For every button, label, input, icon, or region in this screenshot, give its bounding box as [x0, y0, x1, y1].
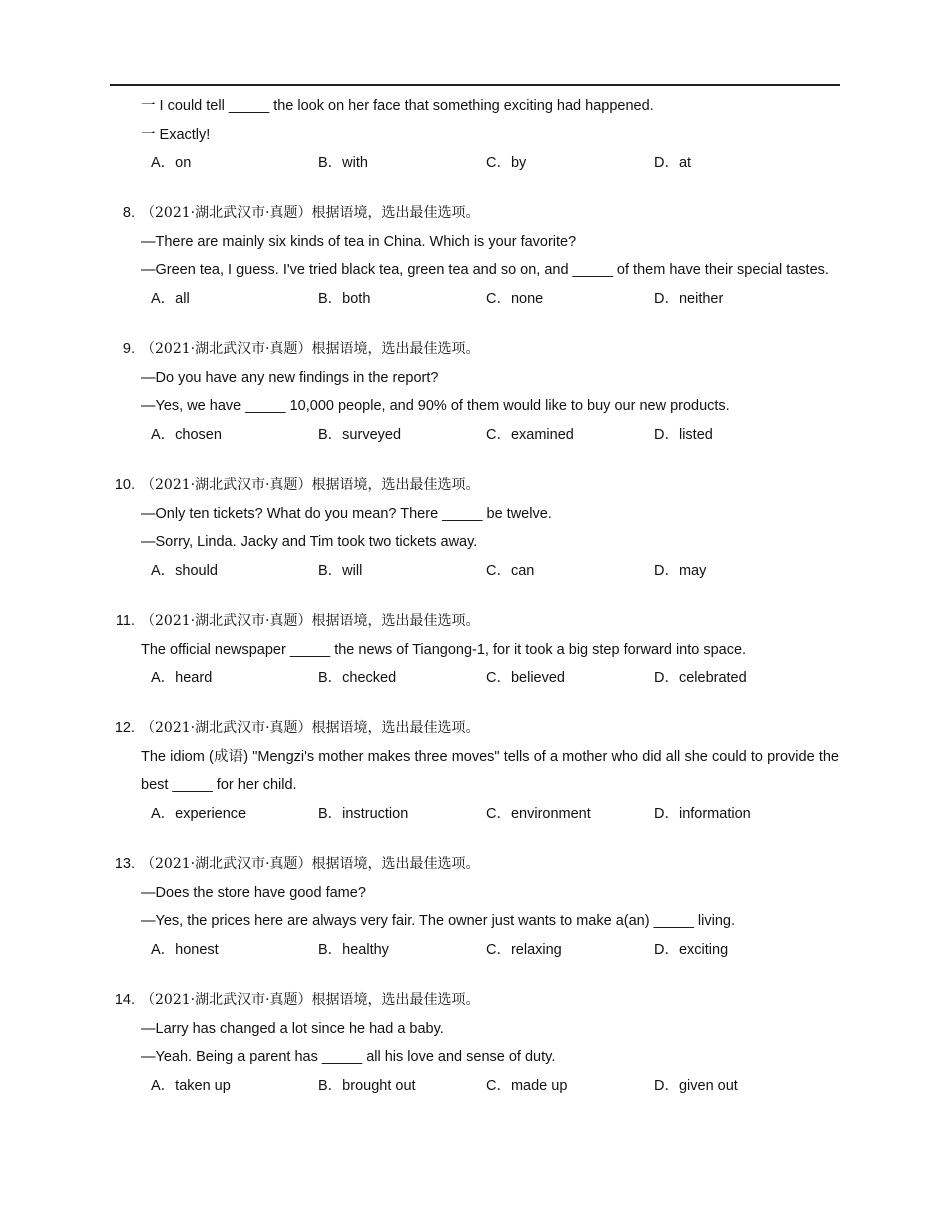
- question-8: [0, 199, 950, 313]
- question-line: —Only ten tickets? What do you mean? There _____ be twelve.: [141, 505, 552, 522]
- question-line: —Sorry, Linda. Jacky and Tim took two tickets away.: [141, 534, 478, 551]
- header-rule: [110, 84, 840, 86]
- question-line: —Green tea, I guess. I've tried black tea, green tea and so on, and _____ of them have their special tastes.: [141, 262, 829, 279]
- question-number: 8.: [122, 205, 135, 222]
- option-row: [0, 285, 950, 314]
- option-b[interactable]: B．with: [318, 155, 368, 172]
- option-a[interactable]: A．taken up: [151, 1077, 231, 1094]
- option-c[interactable]: C．none: [486, 291, 544, 308]
- option-d[interactable]: D．information: [654, 805, 751, 822]
- option-b[interactable]: B．will: [318, 562, 363, 579]
- option-b[interactable]: B．brought out: [318, 1077, 416, 1094]
- question-line: —There are mainly six kinds of tea in China. Which is your favorite?: [141, 233, 577, 250]
- option-b[interactable]: B．surveyed: [318, 426, 402, 443]
- option-a[interactable]: A．should: [151, 562, 218, 579]
- question-line: The official newspaper _____ the news of Tiangong-1, for it took a big step forward into space.: [141, 641, 747, 658]
- option-a[interactable]: A．experience: [151, 805, 247, 822]
- question-source: （2021·湖北武汉市·真题）根据语境，选出最佳选项。: [141, 720, 480, 737]
- option-a[interactable]: A．honest: [151, 941, 219, 958]
- question-line: The idiom (成语) "Mengzi's mother makes three moves" tells of a mother who did all she could to provide the best _____ for her child.: [141, 748, 839, 794]
- question-partial: [0, 92, 950, 178]
- question-number: 13.: [114, 856, 135, 873]
- option-row: [0, 800, 950, 829]
- question-source: （2021·湖北武汉市·真题）根据语境，选出最佳选项。: [141, 991, 480, 1008]
- question-source: （2021·湖北武汉市·真题）根据语境，选出最佳选项。: [141, 341, 480, 358]
- option-d[interactable]: D．listed: [654, 426, 713, 443]
- question-line: —Does the store have good fame?: [141, 884, 366, 901]
- question-source: （2021·湖北武汉市·真题）根据语境，选出最佳选项。: [141, 856, 480, 873]
- option-c[interactable]: C．environment: [486, 805, 591, 822]
- option-c[interactable]: C．believed: [486, 670, 565, 687]
- question-line: —Yeah. Being a parent has _____ all his love and sense of duty.: [141, 1049, 556, 1066]
- question-14: [0, 986, 950, 1100]
- question-source: （2021·湖北武汉市·真题）根据语境，选出最佳选项。: [141, 477, 480, 494]
- option-d[interactable]: D．exciting: [654, 941, 729, 958]
- question-line: —Yes, we have _____ 10,000 people, and 90% of them would like to buy our new products.: [141, 398, 730, 415]
- question-source: （2021·湖北武汉市·真题）根据语境，选出最佳选项。: [141, 205, 480, 222]
- option-row: [0, 664, 950, 693]
- option-c[interactable]: C．can: [486, 562, 535, 579]
- option-c[interactable]: C．by: [486, 155, 527, 172]
- option-c[interactable]: C．made up: [486, 1077, 568, 1094]
- question-number: 11.: [115, 612, 135, 629]
- option-b[interactable]: B．instruction: [318, 805, 409, 822]
- question-line: —Yes, the prices here are always very fair. The owner just wants to make a(an) _____ living.: [141, 913, 735, 930]
- option-d[interactable]: D．celebrated: [654, 670, 747, 687]
- question-11: [0, 607, 950, 693]
- option-b[interactable]: B．healthy: [318, 941, 389, 958]
- option-b[interactable]: B．both: [318, 291, 371, 308]
- question-number: 14.: [114, 991, 135, 1008]
- question-13: [0, 850, 950, 964]
- question-line: —Do you have any new findings in the report?: [141, 369, 439, 386]
- question-line: 一 Exactly!: [141, 126, 211, 143]
- question-number: 9.: [122, 341, 135, 358]
- option-d[interactable]: D．at: [654, 155, 692, 172]
- option-row: [0, 421, 950, 450]
- question-line: 一 I could tell _____ the look on her face that something exciting had happened.: [141, 98, 654, 114]
- question-12: [0, 714, 950, 828]
- question-source: （2021·湖北武汉市·真题）根据语境，选出最佳选项。: [141, 612, 480, 629]
- question-list: [0, 92, 950, 1100]
- question-10: [0, 471, 950, 585]
- question-line: —Larry has changed a lot since he had a baby.: [141, 1020, 444, 1037]
- option-b[interactable]: B．checked: [318, 670, 397, 687]
- option-a[interactable]: A．heard: [151, 670, 213, 687]
- option-c[interactable]: C．relaxing: [486, 941, 562, 958]
- option-row: [0, 936, 950, 965]
- option-d[interactable]: D．given out: [654, 1077, 738, 1094]
- option-a[interactable]: A．chosen: [151, 426, 222, 443]
- option-row: [0, 557, 950, 586]
- question-number: 12.: [114, 720, 135, 737]
- option-row: [0, 149, 950, 178]
- option-d[interactable]: D．may: [654, 562, 707, 579]
- option-a[interactable]: A．all: [151, 291, 190, 308]
- question-number: 10.: [114, 477, 135, 494]
- option-c[interactable]: C．examined: [486, 426, 574, 443]
- question-9: [0, 335, 950, 449]
- option-a[interactable]: A．on: [151, 155, 192, 172]
- option-row: [0, 1072, 950, 1101]
- option-d[interactable]: D．neither: [654, 291, 724, 308]
